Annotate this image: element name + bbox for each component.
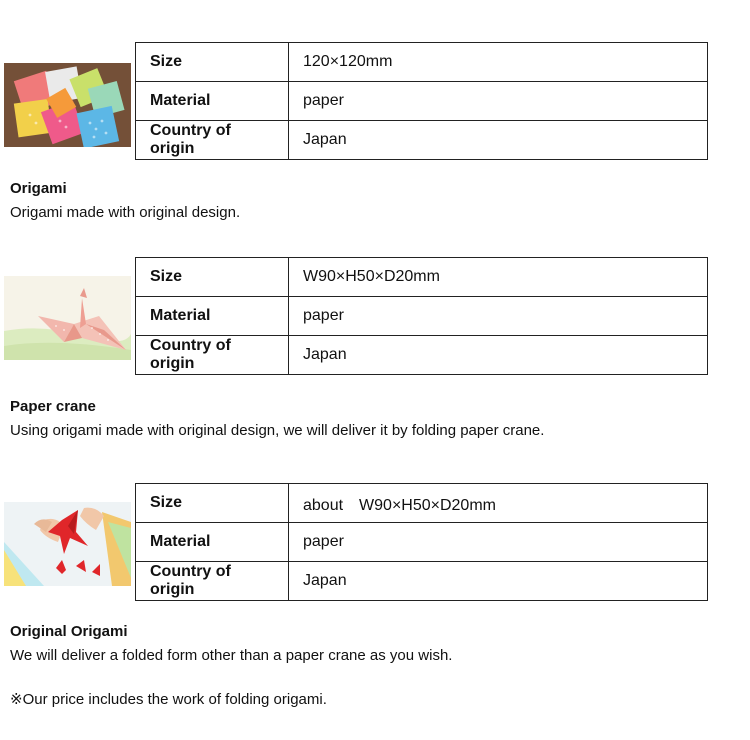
spec-row-size — [136, 484, 708, 523]
spec-value: paper — [289, 82, 708, 121]
spec-label: Country of origin — [136, 336, 289, 375]
spec-table — [135, 42, 708, 160]
spec-label: Material — [136, 523, 289, 562]
spec-row-size — [136, 258, 708, 297]
spec-table — [135, 257, 708, 375]
spec-label: Size — [136, 43, 289, 82]
spec-value: paper — [289, 523, 708, 562]
paper-crane-image — [4, 276, 131, 360]
spec-label: Size — [136, 258, 289, 297]
product-description: Using origami made with original design, we will deliver it by folding paper crane. — [10, 422, 545, 439]
spec-row-material — [136, 82, 708, 121]
spec-value: W90×H50×D20mm — [289, 258, 708, 297]
spec-row-material — [136, 523, 708, 562]
original-origami-image — [4, 502, 131, 586]
product-description: We will deliver a folded form other than a paper crane as you wish. — [10, 647, 453, 664]
product-title: Paper crane — [10, 398, 96, 415]
spec-label: Material — [136, 82, 289, 121]
spec-label: Country of origin — [136, 121, 289, 160]
price-note: ※Our price includes the work of folding origami. — [10, 691, 327, 708]
spec-value: Japan — [289, 336, 708, 375]
spec-table — [135, 483, 708, 601]
product-title: Origami — [10, 180, 67, 197]
spec-label: Material — [136, 297, 289, 336]
spec-value: about W90×H50×D20mm — [289, 484, 708, 523]
product-description: Origami made with original design. — [10, 204, 241, 221]
spec-row-country — [136, 121, 708, 160]
spec-value: Japan — [289, 562, 708, 601]
spec-value: Japan — [289, 121, 708, 160]
spec-label: Country of origin — [136, 562, 289, 601]
spec-row-country — [136, 562, 708, 601]
spec-row-country — [136, 336, 708, 375]
spec-row-material — [136, 297, 708, 336]
product-title: Original Origami — [10, 623, 128, 640]
spec-row-size — [136, 43, 708, 82]
spec-label: Size — [136, 484, 289, 523]
spec-value: paper — [289, 297, 708, 336]
origami-paper-image — [4, 63, 131, 147]
spec-value: 120×120mm — [289, 43, 708, 82]
